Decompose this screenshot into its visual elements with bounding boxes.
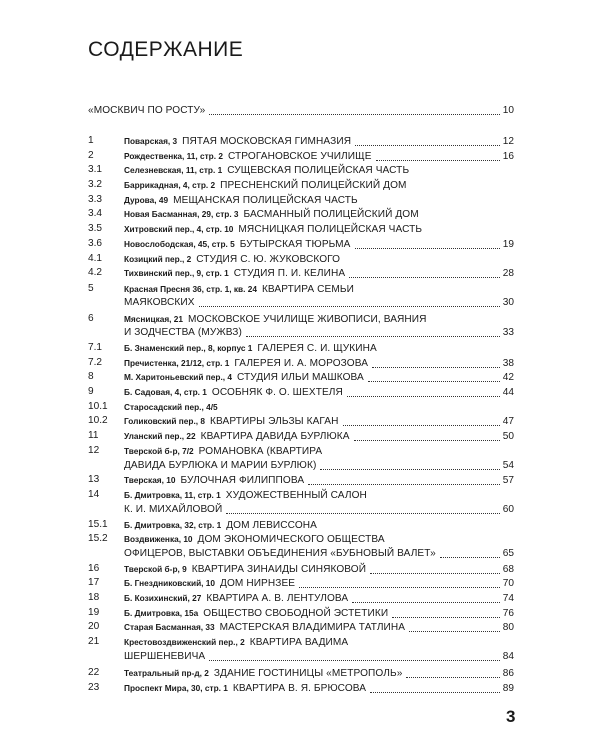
entry-body — [124, 576, 514, 591]
entry-address: Дурова, 49 — [124, 195, 169, 205]
toc-entry — [88, 282, 514, 296]
entry-number: 3.2 — [88, 179, 103, 190]
toc-entry — [88, 385, 514, 399]
entry-body — [124, 178, 514, 193]
entry-title: ОБЩЕСТВО СВОБОДНОЙ ЭСТЕТИКИ — [203, 608, 389, 619]
entry-number: 10.1 — [88, 401, 108, 412]
entry-address: Б. Знаменский пер., 8, корпус 1 — [124, 343, 253, 353]
entry-body — [124, 518, 514, 533]
toc-entry — [88, 341, 514, 355]
dot-leader — [354, 430, 500, 441]
entry-body — [124, 666, 514, 681]
toc-entry — [88, 635, 514, 649]
entry-page: 47 — [502, 416, 514, 427]
toc-entry — [88, 252, 514, 266]
entry-address: Б. Дмитровка, 32, стр. 1 — [124, 520, 222, 530]
entry-page: 57 — [502, 475, 514, 486]
dot-leader — [440, 547, 500, 558]
entry-address: М. Харитоньевский пер., 4 — [124, 372, 232, 382]
dot-leader — [209, 104, 499, 115]
entry-body — [124, 650, 514, 664]
entry-body — [124, 547, 514, 561]
entry-title: ДОМ НИРНЗЕЕ — [220, 578, 296, 589]
dot-leader — [308, 474, 500, 485]
entry-body — [124, 134, 514, 149]
entry-number: 4.2 — [88, 267, 103, 278]
entry-body — [124, 296, 514, 310]
entry-body — [124, 532, 514, 547]
entry-page: 89 — [502, 683, 514, 694]
entry-number: 3.4 — [88, 208, 103, 219]
entry-address: Рождественка, 11, стр. 2 — [124, 151, 223, 161]
entry-number: 15.1 — [88, 519, 108, 530]
entry-address: Тверская, 10 — [124, 475, 176, 485]
toc-entry — [88, 666, 514, 680]
entry-page: 12 — [502, 136, 514, 147]
toc-entry — [88, 459, 514, 473]
entry-body — [124, 620, 514, 635]
toc-entry — [88, 650, 514, 664]
entry-address: Красная Пресня 36, стр. 1, кв. 24 — [124, 284, 257, 294]
dot-leader — [209, 650, 499, 661]
entry-title: ГАЛЕРЕЯ И. А. МОРОЗОВА — [234, 358, 369, 369]
entry-body — [124, 635, 514, 650]
entry-body — [124, 326, 514, 340]
dot-leader — [347, 386, 500, 397]
entry-number: 10.2 — [88, 415, 108, 426]
entry-body — [124, 473, 514, 488]
entry-number: 21 — [88, 636, 100, 647]
entry-page: 38 — [502, 358, 514, 369]
entry-title: КВАРТИРА ДАВИДА БУРЛЮКА — [200, 431, 350, 442]
entry-number: 17 — [88, 577, 100, 588]
toc-entry — [88, 370, 514, 384]
entry-number: 11 — [88, 430, 99, 441]
entry-body — [124, 149, 514, 164]
entry-body — [88, 104, 514, 118]
toc-entry — [88, 429, 514, 443]
toc-entry — [88, 488, 514, 502]
entry-body — [124, 370, 514, 385]
entry-number: 22 — [88, 667, 100, 678]
toc-entry — [88, 296, 514, 310]
dot-leader — [226, 503, 499, 514]
entry-address: Тверской б-р, 7/2 — [124, 446, 194, 456]
toc-entry — [88, 326, 514, 340]
entry-title: ДОМ ЭКОНОМИЧЕСКОГО ОБЩЕСТВА — [197, 534, 385, 545]
entry-number: 19 — [88, 607, 100, 618]
entry-title: КВАРТИРА ВАДИМА — [249, 637, 349, 648]
entry-address: Староcадский пер., 4/5 — [124, 402, 218, 412]
toc-entry — [88, 104, 514, 118]
dot-leader — [299, 577, 500, 588]
dot-leader — [199, 296, 500, 307]
entry-page: 19 — [502, 239, 514, 250]
entry-body — [124, 282, 514, 297]
dot-leader — [372, 357, 500, 368]
entry-title: ОСОБНЯК Ф. О. ШЕХТЕЛЯ — [211, 387, 343, 398]
entry-address: Крестовоздвиженский пер., 2 — [124, 637, 245, 647]
entry-address: Новослободская, 45, стр. 5 — [124, 239, 235, 249]
entry-number: 3.1 — [88, 164, 103, 175]
dot-leader — [320, 459, 499, 470]
dot-leader — [376, 150, 500, 161]
entry-page: 42 — [502, 372, 514, 383]
entry-body — [124, 312, 514, 327]
entry-title: СТУДИЯ С. Ю. ЖУКОВСКОГО — [196, 254, 341, 265]
entry-body — [124, 385, 514, 400]
entry-title: КВАРТИРА СЕМЬИ — [261, 284, 354, 295]
entry-page: 30 — [502, 297, 514, 308]
entry-address: Б. Садовая, 4, стр. 1 — [124, 387, 207, 397]
entry-address: Голиковский пер., 8 — [124, 416, 206, 426]
entry-number: 1 — [88, 135, 94, 146]
entry-address: Мясницкая, 21 — [124, 314, 184, 324]
entry-address: Пречистенка, 21/12, стр. 1 — [124, 358, 230, 368]
entry-title: МОСКОВСКОЕ УЧИЛИЩЕ ЖИВОПИСИ, ВАЯНИЯ — [188, 314, 427, 325]
entry-body — [124, 429, 514, 444]
entry-title: МАЯКОВСКИХ — [124, 297, 195, 308]
entry-title: ПЯТАЯ МОСКОВСКАЯ ГИМНАЗИЯ — [182, 136, 352, 147]
entry-title: СТУДИЯ П. И. КЕЛИНА — [233, 268, 346, 279]
toc-entry — [88, 134, 514, 148]
toc-entry — [88, 414, 514, 428]
toc-entry — [88, 576, 514, 590]
entry-number: 4.1 — [88, 253, 103, 264]
entry-number: 5 — [88, 283, 94, 294]
entry-page: 84 — [502, 651, 514, 662]
entry-title: КВАРТИРЫ ЭЛЬЗЫ КАГАН — [210, 416, 339, 427]
toc-entry — [88, 356, 514, 370]
entry-address: Воздвиженка, 10 — [124, 534, 193, 544]
dot-leader — [392, 607, 500, 618]
entry-page: 44 — [502, 387, 514, 398]
entry-number: 8 — [88, 371, 94, 382]
entry-page: 68 — [502, 564, 514, 575]
toc-entry — [88, 400, 514, 414]
entry-number: 9 — [88, 386, 94, 397]
toc-entry — [88, 178, 514, 192]
entry-address: Баррикадная, 4, стр. 2 — [124, 180, 216, 190]
entry-title: ОФИЦЕРОВ, ВЫСТАВКИ ОБЪЕДИНЕНИЯ «БУБНОВЫЙ ВАЛЕТ» — [124, 548, 436, 559]
entry-address: Старая Басманная, 33 — [124, 622, 215, 632]
entry-page: 50 — [502, 431, 514, 442]
entry-address: Б. Гнездниковский, 10 — [124, 578, 216, 588]
entry-title: КВАРТИРА ЗИНАИДЫ СИНЯКОВОЙ — [191, 564, 367, 575]
entry-page: 65 — [502, 548, 514, 559]
entry-title: ДАВИДА БУРЛЮКА И МАРИИ БУРЛЮК) — [124, 460, 317, 471]
entry-title: МАСТЕРСКАЯ ВЛАДИМИРА ТАТЛИНА — [219, 622, 406, 633]
entry-address: Б. Дмитровка, 11, стр. 1 — [124, 490, 221, 500]
toc-entry — [88, 503, 514, 517]
entry-page: 76 — [502, 608, 514, 619]
dot-leader — [406, 667, 499, 678]
dot-leader — [343, 415, 500, 426]
entry-title: ГАЛЕРЕЯ С. И. ЩУКИНА — [257, 343, 377, 354]
toc-entry — [88, 444, 514, 458]
entry-number: 2 — [88, 150, 94, 161]
entry-address: Тверской б-р, 9 — [124, 564, 187, 574]
entry-title: ШЕРШЕНЕВИЧА — [124, 651, 206, 662]
entry-body — [124, 252, 514, 267]
entry-number: 20 — [88, 621, 100, 632]
entry-title: СТУДИЯ ИЛЬИ МАШКОВА — [236, 372, 364, 383]
entry-number: 14 — [88, 489, 100, 500]
toc-entry — [88, 681, 514, 695]
entry-title: КВАРТИРА В. Я. БРЮСОВА — [232, 683, 367, 694]
toc-entry — [88, 473, 514, 487]
entry-page: 33 — [502, 327, 514, 338]
entry-title: МЯСНИЦКАЯ ПОЛИЦЕЙСКАЯ ЧАСТЬ — [238, 224, 423, 235]
entry-address: Поварская, 3 — [124, 136, 178, 146]
entry-body — [124, 606, 514, 621]
entry-number: 13 — [88, 474, 100, 485]
entry-body — [124, 459, 514, 473]
entry-address: Проспект Мира, 30, стр. 1 — [124, 683, 228, 693]
dot-leader — [352, 592, 500, 603]
page-number: 3 — [506, 707, 516, 726]
entry-address: Селезневская, 11, стр. 1 — [124, 165, 223, 175]
dot-leader — [246, 326, 500, 337]
entry-body — [124, 222, 514, 237]
entry-number: 12 — [88, 445, 100, 456]
entry-page: 54 — [502, 460, 514, 471]
entry-page: 74 — [502, 593, 514, 604]
entry-title: ПРЕСНЕНСКИЙ ПОЛИЦЕЙСКИЙ ДОМ — [220, 180, 407, 191]
entry-page: 86 — [502, 668, 514, 679]
entry-body — [124, 237, 514, 252]
entry-title: «МОСКВИЧ ПО РОСТУ» — [88, 105, 206, 116]
entry-number: 7.1 — [88, 342, 103, 353]
entry-title: ДОМ ЛЕВИССОНА — [226, 520, 317, 531]
entry-title: КВАРТИРА А. В. ЛЕНТУЛОВА — [206, 593, 349, 604]
toc-entry — [88, 591, 514, 605]
toc-entry — [88, 163, 514, 177]
page-title: СОДЕРЖАНИЕ — [88, 38, 244, 61]
entry-number: 7.2 — [88, 357, 103, 368]
toc-entry — [88, 237, 514, 251]
toc-entry — [88, 547, 514, 561]
entry-address: Б. Козихинский, 27 — [124, 593, 202, 603]
entry-title: СУЩЕВСКАЯ ПОЛИЦЕЙСКАЯ ЧАСТЬ — [227, 165, 410, 176]
entry-address: Хитровский пер., 4, стр. 10 — [124, 224, 234, 234]
entry-title: К. И. МИХАЙЛОВОЙ — [124, 504, 223, 515]
entry-body — [124, 681, 514, 696]
dot-leader — [370, 682, 500, 693]
entry-body — [124, 414, 514, 429]
toc-entry — [88, 222, 514, 236]
entry-title: МЕЩАНСКАЯ ПОЛИЦЕЙСКАЯ ЧАСТЬ — [173, 195, 358, 206]
entry-title: БАСМАННЫЙ ПОЛИЦЕЙСКИЙ ДОМ — [243, 209, 419, 220]
toc-entry — [88, 518, 514, 532]
toc-entry — [88, 562, 514, 576]
entry-title: СТРОГАНОВСКОЕ УЧИЛИЩЕ — [227, 151, 372, 162]
entry-page: 16 — [502, 151, 514, 162]
entry-body — [124, 356, 514, 371]
entry-number: 3.5 — [88, 223, 103, 234]
entry-page: 10 — [502, 105, 514, 116]
entry-body — [124, 488, 514, 503]
entry-title: И ЗОДЧЕСТВА (МУЖВЗ) — [124, 327, 242, 338]
entry-address: Б. Дмитровка, 15а — [124, 608, 199, 618]
entry-title: БУЛОЧНАЯ ФИЛИППОВА — [180, 475, 305, 486]
entry-body — [124, 562, 514, 577]
toc-entry — [88, 620, 514, 634]
dot-leader — [355, 135, 500, 146]
entry-number: 18 — [88, 592, 100, 603]
entry-address: Театральный пр-д, 2 — [124, 668, 209, 678]
entry-body — [124, 163, 514, 178]
dot-leader — [409, 621, 500, 632]
dot-leader — [355, 238, 500, 249]
entry-body — [124, 503, 514, 517]
entry-page: 28 — [502, 268, 514, 279]
entry-title: РОМАНОВКА (КВАРТИРА — [198, 446, 323, 457]
entry-page: 80 — [502, 622, 514, 633]
entry-body — [124, 591, 514, 606]
toc-entry — [88, 193, 514, 207]
entry-body — [124, 266, 514, 281]
entry-body — [124, 193, 514, 208]
toc-entry — [88, 606, 514, 620]
dot-leader — [370, 563, 500, 574]
dot-leader — [368, 371, 500, 382]
entry-number: 3.6 — [88, 238, 103, 249]
entry-page: 60 — [502, 504, 514, 515]
entry-title: ЗДАНИЕ ГОСТИНИЦЫ «МЕТРОПОЛЬ» — [213, 668, 403, 679]
toc-entry — [88, 149, 514, 163]
toc-entry — [88, 532, 514, 546]
entry-page: 70 — [502, 578, 514, 589]
entry-title: ХУДОЖЕСТВЕННЫЙ САЛОН — [225, 490, 367, 501]
entry-title: БУТЫРСКАЯ ТЮРЬМА — [239, 239, 351, 250]
toc-entry — [88, 312, 514, 326]
entry-number: 15.2 — [88, 533, 108, 544]
entry-number: 23 — [88, 682, 100, 693]
entry-body — [124, 341, 514, 356]
entry-number: 6 — [88, 313, 94, 324]
entry-body — [124, 444, 514, 459]
entry-body — [124, 207, 514, 222]
entry-address: Козицкий пер., 2 — [124, 254, 192, 264]
dot-leader — [349, 267, 500, 278]
entry-body — [124, 400, 514, 415]
entry-address: Новая Басманная, 29, стр. 3 — [124, 209, 239, 219]
toc-entry — [88, 266, 514, 280]
entry-number: 16 — [88, 563, 100, 574]
entry-number: 3.3 — [88, 194, 103, 205]
entry-address: Уланский пер., 22 — [124, 431, 196, 441]
entry-address: Тихвинский пер., 9, стр. 1 — [124, 268, 229, 278]
toc-entry — [88, 207, 514, 221]
